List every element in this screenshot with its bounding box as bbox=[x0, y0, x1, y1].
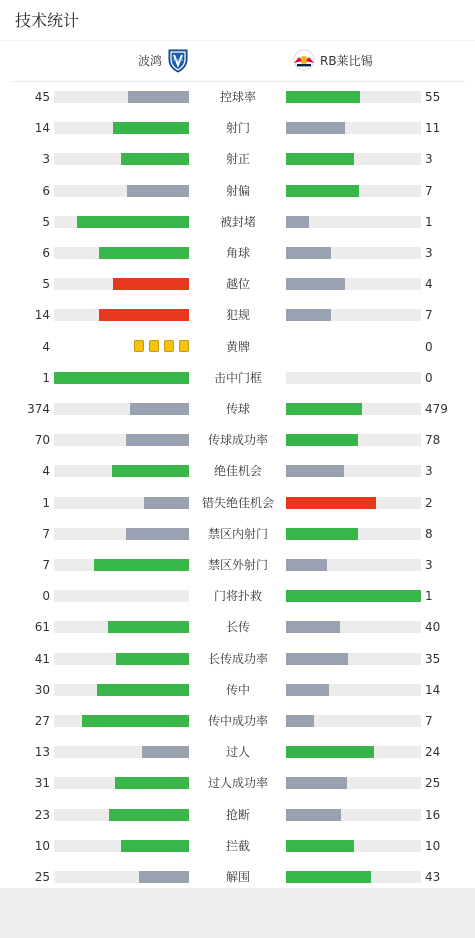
stat-row bbox=[0, 493, 475, 513]
stat-label: 被封堵 bbox=[219, 215, 256, 229]
away-value: 16 bbox=[425, 808, 441, 822]
stat-label: 击中门框 bbox=[213, 371, 262, 385]
home-bar-fill bbox=[127, 185, 189, 197]
stat-row bbox=[0, 212, 475, 232]
away-value: 4 bbox=[425, 277, 433, 291]
away-team[interactable] bbox=[292, 48, 373, 74]
away-bar-track bbox=[286, 746, 421, 758]
home-bar-fill bbox=[116, 653, 189, 665]
stat-label: 过人 bbox=[225, 745, 250, 759]
away-bar-fill bbox=[286, 528, 358, 540]
home-bar-fill bbox=[99, 309, 189, 321]
home-bar-fill bbox=[54, 372, 189, 384]
stat-label: 禁区外射门 bbox=[207, 558, 268, 572]
home-bar-track bbox=[54, 684, 189, 696]
away-value: 10 bbox=[425, 839, 441, 853]
home-bar-track bbox=[54, 465, 189, 477]
home-value: 5 bbox=[42, 215, 50, 229]
home-value: 1 bbox=[42, 371, 50, 385]
home-bar-fill bbox=[121, 153, 189, 165]
away-bar-track bbox=[286, 122, 421, 134]
away-bar-track bbox=[286, 528, 421, 540]
home-value: 27 bbox=[34, 714, 50, 728]
stat-row bbox=[0, 773, 475, 793]
home-value: 23 bbox=[34, 808, 50, 822]
stat-row bbox=[0, 181, 475, 201]
home-value: 4 bbox=[42, 340, 50, 354]
stat-label: 射偏 bbox=[225, 184, 250, 198]
away-value: 35 bbox=[425, 652, 441, 666]
home-bar-fill bbox=[99, 247, 189, 259]
away-bar-track bbox=[286, 715, 421, 727]
home-bar-fill bbox=[113, 278, 189, 290]
yellow-card-icon bbox=[164, 340, 174, 352]
away-bar-fill bbox=[286, 122, 345, 134]
away-value: 7 bbox=[425, 308, 433, 322]
bochum-crest-icon bbox=[165, 47, 191, 76]
away-bar-track bbox=[286, 278, 421, 290]
away-bar-track bbox=[286, 497, 421, 509]
away-bar-track bbox=[286, 153, 421, 165]
stat-row bbox=[0, 243, 475, 263]
home-bar-track bbox=[54, 497, 189, 509]
away-bar-fill bbox=[286, 153, 354, 165]
home-bar-fill bbox=[97, 684, 189, 696]
home-bar-track bbox=[54, 372, 189, 384]
home-bar-track bbox=[54, 621, 189, 633]
home-value: 14 bbox=[34, 121, 50, 135]
home-value: 25 bbox=[34, 870, 50, 884]
home-bar-fill bbox=[109, 809, 189, 821]
away-bar-fill bbox=[286, 621, 340, 633]
stat-label: 长传成功率 bbox=[207, 652, 268, 666]
away-value: 2 bbox=[425, 496, 433, 510]
home-value: 41 bbox=[34, 652, 50, 666]
home-bar-track bbox=[54, 216, 189, 228]
home-value: 7 bbox=[42, 558, 50, 572]
away-value: 7 bbox=[425, 184, 433, 198]
home-team[interactable] bbox=[138, 48, 191, 74]
home-bar-track bbox=[54, 777, 189, 789]
home-bar-fill bbox=[144, 497, 189, 509]
stat-label: 犯规 bbox=[225, 308, 250, 322]
away-bar-fill bbox=[286, 185, 359, 197]
home-bar-track bbox=[54, 840, 189, 852]
home-bar-track bbox=[54, 653, 189, 665]
divider bbox=[10, 81, 465, 82]
home-bar-fill bbox=[126, 434, 189, 446]
stat-label: 角球 bbox=[225, 246, 250, 260]
away-bar-track bbox=[286, 91, 421, 103]
home-bar-track bbox=[54, 559, 189, 571]
away-bar-fill bbox=[286, 91, 360, 103]
away-bar-fill bbox=[286, 840, 354, 852]
away-value: 43 bbox=[425, 870, 441, 884]
home-bar-track bbox=[54, 809, 189, 821]
home-value: 1 bbox=[42, 496, 50, 510]
home-bar-fill bbox=[128, 91, 189, 103]
stat-row bbox=[0, 867, 475, 887]
away-bar-fill bbox=[286, 309, 331, 321]
away-bar-fill bbox=[286, 871, 371, 883]
home-bar-fill bbox=[139, 871, 189, 883]
home-bar-fill bbox=[77, 216, 189, 228]
away-value: 55 bbox=[425, 90, 441, 104]
home-value: 374 bbox=[27, 402, 50, 416]
stat-label: 传球 bbox=[225, 402, 250, 416]
stat-label: 射门 bbox=[225, 121, 250, 135]
stat-row bbox=[0, 368, 475, 388]
leipzig-crest-icon bbox=[292, 48, 316, 75]
home-bar-track bbox=[54, 746, 189, 758]
home-bar-track bbox=[54, 309, 189, 321]
stat-label: 长传 bbox=[225, 620, 250, 634]
home-bar-fill bbox=[130, 403, 189, 415]
away-bar-track bbox=[286, 684, 421, 696]
away-value: 40 bbox=[425, 620, 441, 634]
home-bar-fill bbox=[108, 621, 189, 633]
home-value: 5 bbox=[42, 277, 50, 291]
home-value: 6 bbox=[42, 246, 50, 260]
home-bar-fill bbox=[112, 465, 189, 477]
stat-label: 绝佳机会 bbox=[213, 464, 262, 478]
stat-row bbox=[0, 87, 475, 107]
yellow-card-icon bbox=[149, 340, 159, 352]
stat-row bbox=[0, 805, 475, 825]
stat-label: 抢断 bbox=[225, 808, 250, 822]
home-value: 31 bbox=[34, 776, 50, 790]
away-value: 8 bbox=[425, 527, 433, 541]
away-bar-track bbox=[286, 247, 421, 259]
away-value: 7 bbox=[425, 714, 433, 728]
home-value: 45 bbox=[34, 90, 50, 104]
away-bar-fill bbox=[286, 247, 331, 259]
page-title: 技术统计 bbox=[15, 11, 80, 30]
stat-label: 传中 bbox=[225, 683, 250, 697]
home-bar-track bbox=[54, 278, 189, 290]
home-bar-track bbox=[54, 871, 189, 883]
home-value: 70 bbox=[34, 433, 50, 447]
stat-label: 过人成功率 bbox=[207, 776, 268, 790]
home-value: 10 bbox=[34, 839, 50, 853]
home-value: 7 bbox=[42, 527, 50, 541]
home-bar-fill bbox=[142, 746, 189, 758]
home-bar-fill bbox=[82, 715, 189, 727]
stat-row bbox=[0, 649, 475, 669]
yellow-cards bbox=[129, 340, 189, 354]
away-value: 11 bbox=[425, 121, 441, 135]
stat-label: 黄牌 bbox=[225, 340, 250, 354]
stat-row bbox=[0, 461, 475, 481]
away-bar-track bbox=[286, 809, 421, 821]
home-bar-track bbox=[54, 403, 189, 415]
home-bar-track bbox=[54, 122, 189, 134]
home-bar-track bbox=[54, 91, 189, 103]
home-bar-fill bbox=[115, 777, 189, 789]
stat-row bbox=[0, 586, 475, 606]
away-bar-fill bbox=[286, 497, 376, 509]
away-bar-fill bbox=[286, 777, 347, 789]
yellow-card-icon bbox=[179, 340, 189, 352]
home-value: 14 bbox=[34, 308, 50, 322]
away-value: 24 bbox=[425, 745, 441, 759]
home-bar-track bbox=[54, 153, 189, 165]
stat-row bbox=[0, 118, 475, 138]
away-value: 3 bbox=[425, 246, 433, 260]
away-bar-track bbox=[286, 840, 421, 852]
away-bar-track bbox=[286, 465, 421, 477]
stat-row bbox=[0, 680, 475, 700]
stat-row bbox=[0, 617, 475, 637]
stat-label: 错失绝佳机会 bbox=[201, 496, 274, 510]
home-bar-fill bbox=[126, 528, 189, 540]
home-value: 3 bbox=[42, 152, 50, 166]
stat-row bbox=[0, 742, 475, 762]
away-bar-fill bbox=[286, 403, 362, 415]
stat-label: 越位 bbox=[225, 277, 250, 291]
away-bar-track bbox=[286, 559, 421, 571]
away-bar-track bbox=[286, 777, 421, 789]
home-value: 0 bbox=[42, 589, 50, 603]
stat-row bbox=[0, 399, 475, 419]
away-bar-fill bbox=[286, 715, 314, 727]
away-bar-fill bbox=[286, 278, 345, 290]
yellow-card-icon bbox=[134, 340, 144, 352]
divider bbox=[0, 40, 475, 41]
stat-label: 传球成功率 bbox=[207, 433, 268, 447]
home-team-name: 波鸿 bbox=[138, 54, 163, 68]
stat-label: 拦截 bbox=[225, 839, 250, 853]
away-bar-fill bbox=[286, 653, 348, 665]
away-value: 1 bbox=[425, 215, 433, 229]
away-bar-track bbox=[286, 434, 421, 446]
away-bar-fill bbox=[286, 559, 327, 571]
away-bar-track bbox=[286, 590, 421, 602]
away-bar-fill bbox=[286, 809, 341, 821]
away-bar-track bbox=[286, 372, 421, 384]
away-value: 25 bbox=[425, 776, 441, 790]
home-value: 6 bbox=[42, 184, 50, 198]
away-bar-track bbox=[286, 871, 421, 883]
stat-row bbox=[0, 836, 475, 856]
away-bar-track bbox=[286, 621, 421, 633]
home-bar-track bbox=[54, 247, 189, 259]
away-bar-fill bbox=[286, 216, 309, 228]
home-bar-fill bbox=[94, 559, 189, 571]
home-bar-track bbox=[54, 434, 189, 446]
stat-label: 射正 bbox=[225, 152, 250, 166]
stat-row bbox=[0, 711, 475, 731]
away-bar-fill bbox=[286, 590, 421, 602]
away-value: 3 bbox=[425, 558, 433, 572]
away-value: 14 bbox=[425, 683, 441, 697]
away-value: 0 bbox=[425, 340, 433, 354]
away-bar-track bbox=[286, 185, 421, 197]
home-bar-track bbox=[54, 590, 189, 602]
away-bar-track bbox=[286, 403, 421, 415]
stat-row bbox=[0, 430, 475, 450]
home-bar-fill bbox=[121, 840, 189, 852]
stat-label: 控球率 bbox=[219, 90, 256, 104]
home-value: 4 bbox=[42, 464, 50, 478]
away-bar-fill bbox=[286, 434, 358, 446]
stat-label: 门将扑救 bbox=[213, 589, 262, 603]
away-bar-track bbox=[286, 216, 421, 228]
away-bar-fill bbox=[286, 465, 344, 477]
home-value: 61 bbox=[34, 620, 50, 634]
home-value: 30 bbox=[34, 683, 50, 697]
stat-label: 禁区内射门 bbox=[207, 527, 268, 541]
stat-label: 传中成功率 bbox=[207, 714, 268, 728]
stat-row bbox=[0, 149, 475, 169]
away-bar-track bbox=[286, 309, 421, 321]
home-bar-track bbox=[54, 185, 189, 197]
away-value: 78 bbox=[425, 433, 441, 447]
away-bar-fill bbox=[286, 746, 374, 758]
home-bar-track bbox=[54, 715, 189, 727]
away-team-name: RB莱比锡 bbox=[320, 54, 373, 68]
home-bar-track bbox=[54, 528, 189, 540]
home-value: 13 bbox=[34, 745, 50, 759]
away-value: 1 bbox=[425, 589, 433, 603]
stat-row bbox=[0, 274, 475, 294]
stat-row bbox=[0, 305, 475, 325]
away-bar-track bbox=[286, 653, 421, 665]
away-value: 3 bbox=[425, 464, 433, 478]
stat-label: 解围 bbox=[225, 870, 250, 884]
stat-row bbox=[0, 555, 475, 575]
away-value: 479 bbox=[425, 402, 448, 416]
away-bar-fill bbox=[286, 684, 329, 696]
stat-row bbox=[0, 524, 475, 544]
stat-row bbox=[0, 337, 475, 357]
away-value: 3 bbox=[425, 152, 433, 166]
away-value: 0 bbox=[425, 371, 433, 385]
home-bar-fill bbox=[113, 122, 189, 134]
